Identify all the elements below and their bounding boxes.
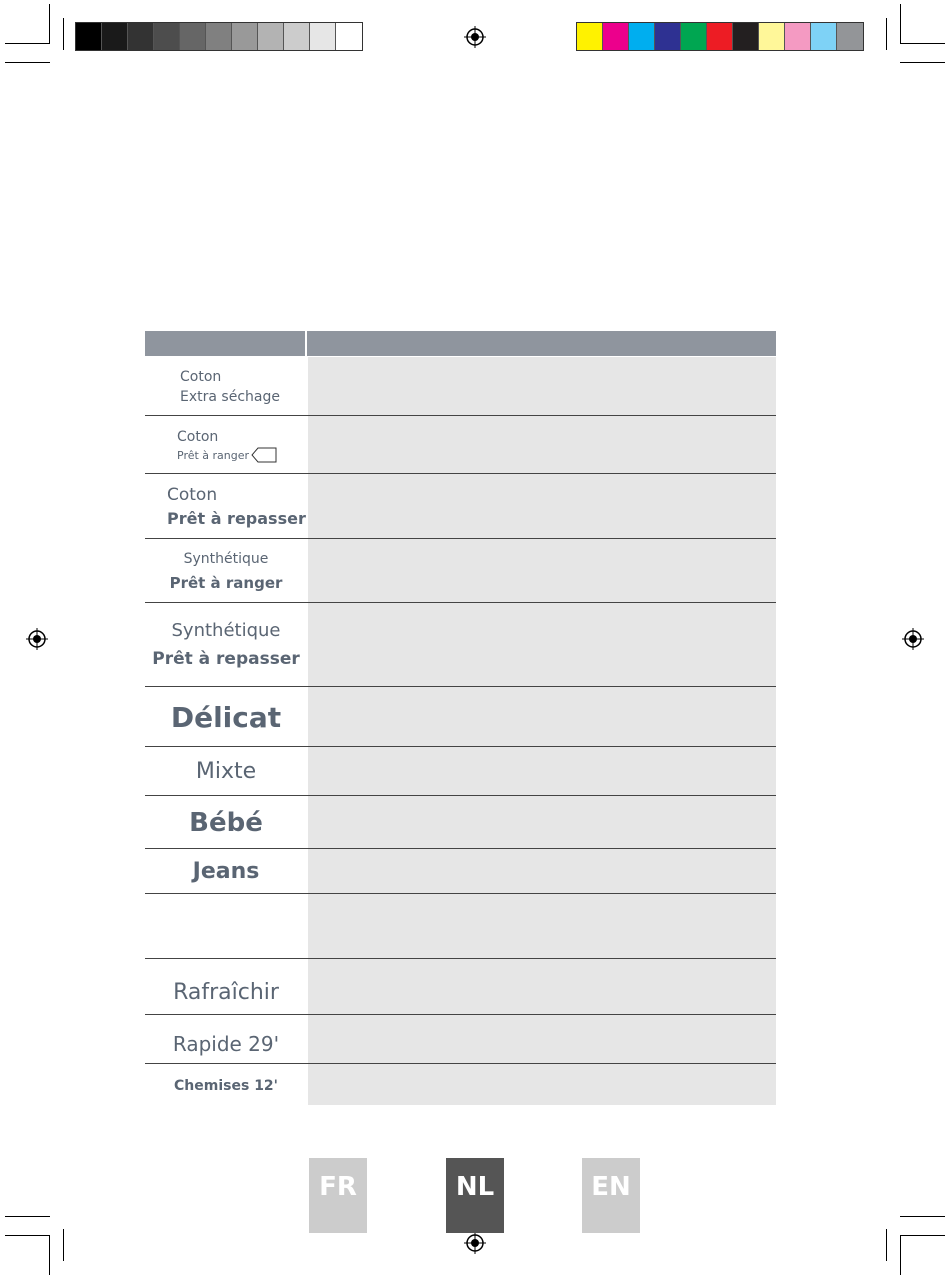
color-swatch bbox=[102, 23, 128, 50]
language-tab-nl[interactable]: NL bbox=[446, 1158, 504, 1233]
table-row bbox=[145, 603, 776, 687]
program-name: Délicat bbox=[170, 700, 282, 734]
description-cell bbox=[308, 539, 776, 603]
program-label bbox=[145, 747, 307, 796]
crop-mark bbox=[886, 18, 887, 50]
color-swatch bbox=[785, 23, 811, 50]
registration-mark-icon bbox=[902, 628, 924, 650]
crop-mark bbox=[5, 62, 50, 63]
program-name: Rapide 29' bbox=[172, 1031, 280, 1056]
color-swatch bbox=[128, 23, 154, 50]
program-label bbox=[145, 474, 329, 539]
color-swatch bbox=[206, 23, 232, 50]
header-cell-description bbox=[307, 331, 776, 356]
table-row bbox=[145, 849, 776, 894]
crop-mark bbox=[49, 4, 50, 44]
color-swatch bbox=[180, 23, 206, 50]
color-swatch bbox=[655, 23, 681, 50]
color-swatch bbox=[577, 23, 603, 50]
color-bar bbox=[576, 22, 864, 51]
color-swatch bbox=[76, 23, 102, 50]
crop-mark bbox=[900, 43, 945, 44]
program-mode: Prêt à repasser bbox=[167, 508, 306, 528]
color-swatch bbox=[733, 23, 759, 50]
color-swatch bbox=[258, 23, 284, 50]
description-cell bbox=[308, 474, 776, 539]
table-row bbox=[145, 687, 776, 747]
program-name: Coton bbox=[167, 484, 218, 505]
color-swatch bbox=[681, 23, 707, 50]
crop-mark bbox=[886, 1229, 887, 1261]
crop-mark bbox=[900, 1235, 901, 1275]
program-name: Chemises 12' bbox=[174, 1078, 278, 1094]
description-cell bbox=[308, 603, 776, 687]
crop-mark bbox=[5, 1235, 50, 1236]
table-row bbox=[145, 416, 776, 474]
crop-mark bbox=[900, 62, 945, 63]
program-name: Mixte bbox=[195, 759, 257, 784]
table-header bbox=[145, 331, 776, 356]
description-cell bbox=[308, 796, 776, 849]
crop-mark bbox=[900, 1216, 945, 1217]
program-label bbox=[145, 894, 307, 959]
crop-mark bbox=[5, 43, 50, 44]
program-name: Jeans bbox=[192, 859, 260, 884]
tag-icon bbox=[251, 447, 277, 463]
program-label bbox=[145, 1015, 307, 1064]
language-tab-fr[interactable]: FR bbox=[309, 1158, 367, 1233]
description-cell bbox=[308, 849, 776, 894]
description-cell bbox=[308, 747, 776, 796]
program-mode: Prêt à ranger bbox=[169, 574, 283, 592]
crop-mark bbox=[900, 1235, 945, 1236]
language-tab-en[interactable]: EN bbox=[582, 1158, 640, 1233]
table-row bbox=[145, 1015, 776, 1064]
table-row bbox=[145, 357, 776, 416]
table-row bbox=[145, 747, 776, 796]
color-swatch bbox=[759, 23, 785, 50]
program-label bbox=[145, 959, 307, 1015]
description-cell bbox=[308, 894, 776, 959]
program-name: Coton bbox=[180, 368, 222, 385]
description-cell bbox=[308, 1015, 776, 1064]
color-swatch bbox=[310, 23, 336, 50]
description-cell bbox=[308, 416, 776, 474]
program-label bbox=[145, 1064, 307, 1105]
grayscale-bar bbox=[75, 22, 363, 51]
program-label bbox=[145, 687, 307, 747]
header-cell-program bbox=[145, 331, 305, 356]
program-label bbox=[145, 603, 307, 687]
table-row bbox=[145, 1064, 776, 1105]
registration-mark-icon bbox=[464, 1232, 486, 1254]
crop-mark bbox=[900, 4, 901, 44]
color-swatch bbox=[629, 23, 655, 50]
program-label bbox=[145, 539, 307, 603]
description-cell bbox=[308, 959, 776, 1015]
crop-mark bbox=[63, 1229, 64, 1261]
crop-mark bbox=[49, 1235, 50, 1275]
color-swatch bbox=[811, 23, 837, 50]
color-swatch bbox=[284, 23, 310, 50]
program-name: Bébé bbox=[189, 807, 263, 838]
program-name: Rafraîchir bbox=[173, 979, 279, 1005]
color-swatch bbox=[707, 23, 733, 50]
color-swatch bbox=[603, 23, 629, 50]
color-swatch bbox=[232, 23, 258, 50]
color-swatch bbox=[837, 23, 863, 50]
table-row bbox=[145, 959, 776, 1015]
program-label bbox=[145, 796, 307, 849]
description-cell bbox=[308, 687, 776, 747]
program-mode: Prêt à repasser bbox=[152, 649, 300, 669]
description-cell bbox=[308, 1064, 776, 1105]
table-row bbox=[145, 539, 776, 603]
crop-mark bbox=[63, 18, 64, 50]
color-swatch bbox=[154, 23, 180, 50]
program-name: Synthétique bbox=[171, 620, 281, 641]
program-mode: Prêt à ranger bbox=[177, 448, 250, 462]
description-cell bbox=[308, 357, 776, 416]
crop-mark bbox=[5, 1216, 50, 1217]
registration-mark-icon bbox=[464, 26, 486, 48]
program-name: Synthétique bbox=[183, 551, 269, 567]
table-row bbox=[145, 796, 776, 849]
program-name: Coton bbox=[177, 429, 219, 445]
program-mode: Extra séchage bbox=[180, 388, 280, 405]
table-row bbox=[145, 474, 776, 539]
table-row bbox=[145, 894, 776, 959]
color-swatch bbox=[336, 23, 362, 50]
registration-mark-icon bbox=[26, 628, 48, 650]
program-label bbox=[145, 849, 307, 894]
